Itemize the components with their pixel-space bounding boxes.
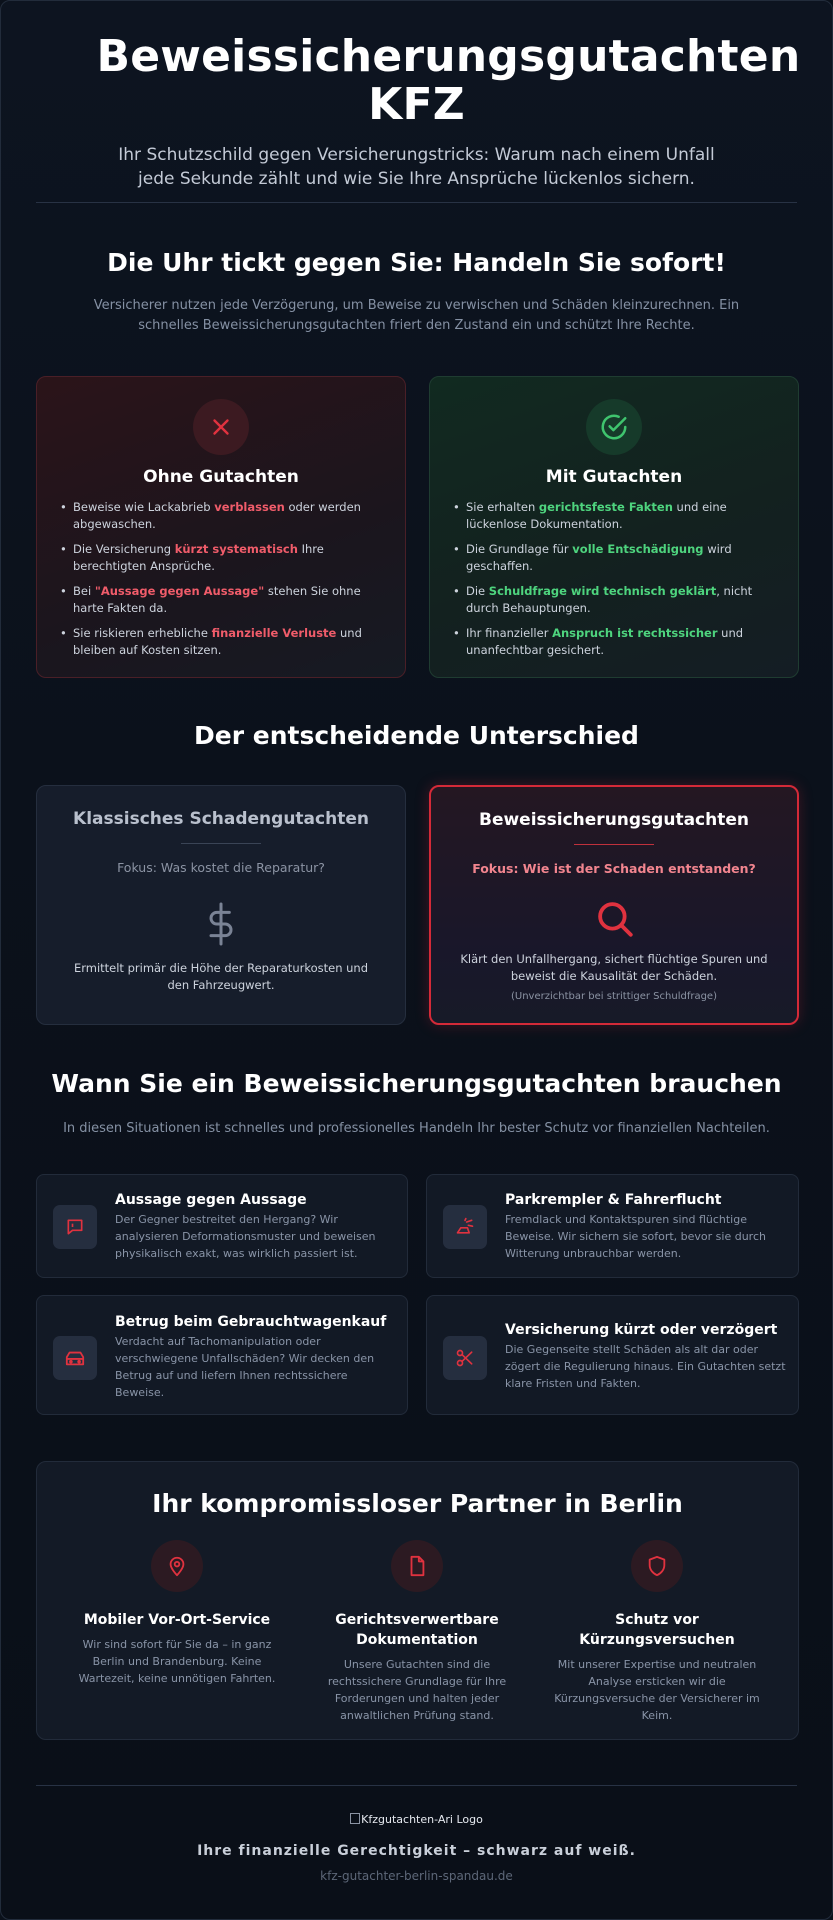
list-item: • Sie riskieren erhebliche finanzielle Verluste und bleiben auf Kosten sitzen. — [73, 625, 387, 658]
card-without-report — [36, 376, 406, 678]
partner-feature — [307, 1540, 527, 1724]
feature-title: Gerichtsverwertbare Dokumentation — [335, 1612, 499, 1648]
difference-heading: Der entscheidende Unterschied — [194, 721, 639, 750]
list-item: • Ihr finanzieller Anspruch ist rechtssicher und unanfechtbar gesichert. — [466, 625, 780, 658]
header — [1, 1, 832, 191]
card-text: Klärt den Unfallhergang, sichert flüchtige Spuren und beweist die Kausalität der Schäden. — [460, 952, 768, 983]
feature-desc: Unsere Gutachten sind die rechtssichere Grundlage für Ihre Forderungen und halten jeder anwaltlichen Prüfung stand. — [327, 1658, 507, 1722]
situation-title: Versicherung kürzt oder verzögert — [505, 1322, 778, 1338]
situation-title: Parkrempler & Fahrerflucht — [505, 1192, 722, 1208]
x-icon — [193, 399, 249, 455]
partner-feature — [67, 1540, 287, 1687]
page-title: Beweissicherungsgutachten KFZ — [96, 31, 801, 130]
footer-tagline: Ihre finanzielle Gerechtigkeit – schwarz auf weiß. — [197, 1843, 636, 1859]
situation-title: Aussage gegen Aussage — [115, 1192, 307, 1208]
magnifier-icon — [594, 897, 634, 941]
car-crash-icon — [443, 1205, 487, 1249]
situation-desc: Fremdlack und Kontaktspuren sind flüchtige Beweise. Wir sichern sie sofort, bevor sie durch Witterung unbrauchbar werden. — [505, 1213, 766, 1260]
shield-icon — [631, 1540, 683, 1592]
card-title: Mit Gutachten — [545, 467, 683, 487]
feature-desc: Mit unserer Expertise und neutralen Analyse ersticken wir die Kürzungsversuche der Versicherer im Keim. — [554, 1658, 760, 1722]
situation-desc: Verdacht auf Tachomanipulation oder verschwiegene Unfallschäden? Wir decken den Betrug auf und liefern Ihnen rechtssichere Beweise. — [115, 1335, 375, 1399]
with-list — [466, 499, 780, 667]
situation-desc: Der Gegner bestreitet den Hergang? Wir analysieren Deformationsmuster und beweisen physikalisch exakt, was wirklich passiert ist. — [115, 1213, 376, 1260]
situations-lead: In diesen Situationen ist schnelles und professionelles Handeln Ihr bester Schutz vor finanziellen Nachteilen. — [63, 1121, 770, 1136]
situations-heading: Wann Sie ein Beweissicherungsgutachten brauchen — [51, 1069, 782, 1098]
dollar-icon — [201, 902, 241, 946]
divider — [36, 1785, 797, 1786]
feature-title: Schutz vor Kürzungsversuchen — [579, 1612, 735, 1648]
list-item: • Die Grundlage für volle Entschädigung wird geschaffen. — [466, 541, 780, 574]
logo[interactable] — [1, 1813, 832, 1826]
card-classic-report — [36, 785, 406, 1025]
situation-card — [36, 1174, 408, 1278]
logo-alt-text: Kfzgutachten-Ari Logo — [361, 1813, 483, 1826]
card-title: Ohne Gutachten — [143, 467, 299, 487]
scissors-icon — [443, 1336, 487, 1380]
situation-card — [426, 1295, 799, 1415]
situation-card — [426, 1174, 799, 1278]
list-item: • Sie erhalten gerichtsfeste Fakten und eine lückenlose Dokumentation. — [466, 499, 780, 532]
partner-feature — [547, 1540, 767, 1724]
list-item: • Die Schuldfrage wird technisch geklärt, nicht durch Behauptungen. — [466, 583, 780, 616]
page-subtitle: Ihr Schutzschild gegen Versicherungstricks: Warum nach einem Unfall jede Sekunde zählt und wie Sie Ihre Ansprüche lückenlos sichern. — [118, 145, 715, 189]
list-item: • Bei "Aussage gegen Aussage" stehen Sie ohne harte Fakten da. — [73, 583, 387, 616]
card-note: (Unverzichtbar bei strittiger Schuldfrage) — [511, 991, 717, 1002]
situation-desc: Die Gegenseite stellt Schäden als alt dar oder zögert die Regulierung hinaus. Ein Gutachten setzt klare Fristen und Fakten. — [505, 1343, 786, 1390]
footer-url[interactable]: kfz-gutachter-berlin-spandau.de — [320, 1869, 513, 1883]
card-text: Ermittelt primär die Höhe der Reparaturkosten und den Fahrzeugwert. — [73, 961, 369, 992]
partner-heading: Ihr kompromissloser Partner in Berlin — [152, 1489, 683, 1518]
divider — [574, 844, 654, 845]
card-focus: Fokus: Was kostet die Reparatur? — [117, 860, 325, 875]
car-icon — [53, 1336, 97, 1380]
card-focus: Fokus: Wie ist der Schaden entstanden? — [472, 861, 756, 876]
map-pin-icon — [151, 1540, 203, 1592]
document-icon — [391, 1540, 443, 1592]
card-title: Beweissicherungsgutachten — [478, 810, 749, 830]
partner-section — [36, 1461, 799, 1740]
situation-card — [36, 1295, 408, 1415]
card-title: Klassisches Schadengutachten — [73, 809, 369, 829]
urgency-lead: Versicherer nutzen jede Verzögerung, um Beweise zu verwischen und Schäden kleinzurechnen. Ein schnelles Beweissicherungsgutachten friert den Zustand ein und schützt Ihre Rechte. — [93, 298, 740, 333]
divider — [181, 843, 261, 844]
divider — [36, 202, 797, 203]
list-item: • Die Versicherung kürzt systematisch Ihre berechtigten Ansprüche. — [73, 541, 387, 574]
broken-image-icon — [350, 1813, 360, 1824]
urgency-heading: Die Uhr tickt gegen Sie: Handeln Sie sofort! — [107, 248, 726, 277]
list-item: • Beweise wie Lackabrieb verblassen oder werden abgewaschen. — [73, 499, 387, 532]
speech-bubble-icon — [53, 1205, 97, 1249]
situation-title: Betrug beim Gebrauchtwagenkauf — [115, 1314, 387, 1330]
check-circle-icon — [586, 399, 642, 455]
without-list — [73, 499, 387, 667]
card-evidence-report — [429, 785, 799, 1025]
feature-desc: Wir sind sofort für Sie da – in ganz Berlin und Brandenburg. Keine Wartezeit, keine unnötigen Fahrten. — [78, 1638, 276, 1685]
card-with-report — [429, 376, 799, 678]
feature-title: Mobiler Vor-Ort-Service — [83, 1612, 271, 1628]
